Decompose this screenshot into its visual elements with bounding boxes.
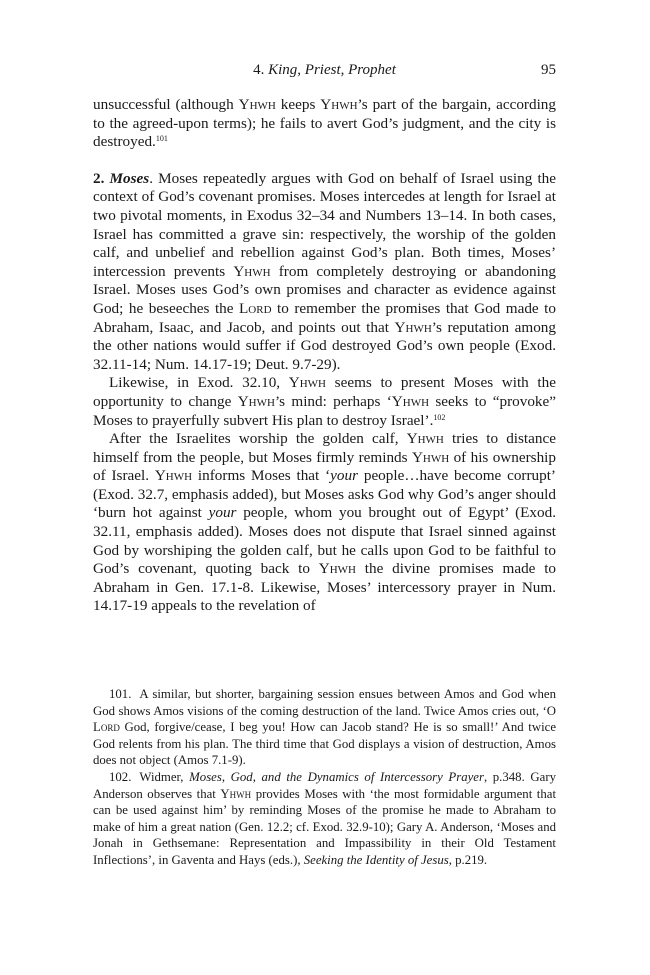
divine-name: Yhwh (238, 96, 276, 113)
text-run: of his ownership of Israel. (93, 448, 556, 485)
paragraph-moses (93, 170, 556, 375)
text-run: seeks to “provoke” Moses to prayerfully subvert His plan to destroy Israel’. (93, 392, 556, 429)
footnote-ref-102[interactable]: 102 (433, 412, 446, 422)
divine-name: Yhwh (220, 786, 252, 801)
divine-name: Yhwh (411, 448, 450, 466)
footnote-101 (93, 686, 556, 769)
divine-name: Yhwh (237, 392, 275, 410)
text-run: After the Israelites worship the golden calf, (109, 430, 407, 448)
paragraph-continuation (93, 96, 556, 152)
text-run: people, whom you brought out of Egypt’ (Exod. 32.11, emphasis added). Moses does not dispute that Israel sinned against God by worshiping the golden calf, but he calls upon God to be faithful to God’s covenant, quoting back to (93, 504, 556, 578)
footnotes (93, 686, 556, 869)
chapter-title: King, Priest, Prophet (268, 62, 396, 78)
footnote-number: 101. (109, 687, 132, 701)
text-run: , p.219. (448, 852, 488, 867)
divine-name: Yhwh (318, 560, 356, 578)
text-run: the divine promises made to Abraham in Gen. 17.1-8. Likewise, Moses’ intercessory prayer in Num. 14.17-19 appeals to the revelation of (93, 560, 557, 615)
text-run: . Moses repeatedly argues with God on behalf of Israel using the context of God’s covenant promises. Moses intercedes at length for Israel at two pivotal moments, in Exodus 32–34 and Numbers 13–14. In both cases, Israel has committed a grave sin: respectively, the worship of the golden calf, and unbelief and rebellion against God’s plan. Both times, Moses’ intercession prevents (93, 169, 557, 280)
text-run: informs Moses that ‘ (192, 467, 331, 485)
text-run: , p.348. Gary Anderson observes that (93, 769, 556, 801)
divine-title: Lord (239, 299, 272, 317)
section-number: 2. (93, 169, 105, 187)
text-run: from completely destroying or abandoning Israel. Moses uses God’s own promises and character as evidence against God; he beseeches the (93, 262, 557, 317)
divine-name: Yhwh (406, 430, 444, 448)
running-title (93, 62, 556, 79)
divine-name: Yhwh (391, 392, 430, 410)
text-run: tries to distance himself from the people, but Moses firmly reminds (93, 430, 556, 466)
paragraph-golden-calf (93, 430, 556, 616)
divine-name: Yhwh (233, 262, 271, 280)
text-run: Widmer, (139, 769, 190, 784)
emphasis: your (330, 467, 359, 485)
text-run: Likewise, in Exod. 32.10, (109, 374, 289, 392)
text-run: God, forgive/cease, I beg you! How can Jacob stand? He is so small!’ And twice God relents from his plan. The third time that God displays a vision of destruction, Amos does not object (Amos 7.1-9). (93, 720, 556, 768)
divine-name: Yhwh (288, 374, 327, 392)
page-number: 95 (541, 62, 556, 78)
footnote-102 (93, 769, 556, 869)
text-run: keeps (275, 96, 321, 113)
emphasis: your (208, 504, 237, 522)
text-run: unsuccessful (although (93, 96, 239, 113)
paragraph-likewise (93, 374, 556, 430)
text-run: provides Moses with ‘the most formidable argument that can be used against him’ by reminding Moses of the promise he made to Abraham to make of him a great nation (Gen. 12.2; cf. Exod. 32.9-10); Gary A. Anderson, ‘Moses and Jonah in Gethsemane: Representation and Impassibility in their Old Testament Inflections’, in Gaventa and Hays (eds.), (93, 786, 556, 867)
text-run: A similar, but shorter, bargaining session ensues between Amos and God when God shows Amos visions of the coming destruction of the land. Twice Amos cries out, ‘O (93, 687, 556, 718)
book-title: Seeking the Identity of Jesus (303, 852, 449, 867)
footnote-ref-101[interactable]: 101 (155, 134, 168, 144)
divine-title: Lord (93, 720, 120, 735)
divine-name: Yhwh (154, 467, 193, 485)
divine-name: Yhwh (320, 96, 358, 113)
running-header (93, 62, 556, 82)
text-run: seems to present Moses with the opportunity to change (93, 374, 556, 410)
text-run: people…have become corrupt’ (Exod. 32.7, emphasis added), but Moses asks God why God’s anger should ‘burn hot against (93, 467, 556, 522)
divine-name: Yhwh (394, 318, 432, 336)
book-title: Moses, God, and the Dynamics of Intercessory Prayer (189, 769, 484, 784)
chapter-number: 4. (253, 62, 265, 78)
footnote-number: 102. (109, 769, 132, 784)
text-run: ’s reputation among the other nations would suffer if God destroyed God’s own people (Exod. 32.11-14; Num. 14.17-19; Deut. 9.7-29). (93, 318, 556, 373)
text-run: ’s mind: perhaps ‘ (274, 392, 392, 410)
section-title: Moses (109, 169, 150, 187)
main-text (93, 96, 556, 616)
text-run: to remember the promises that God made to Abraham, Isaac, and Jacob, and points out that (93, 299, 556, 336)
text-run: ’s part of the bargain, according to the agreed-upon terms); he fails to avert God’s judgment, and the city is destroyed. (93, 96, 556, 151)
